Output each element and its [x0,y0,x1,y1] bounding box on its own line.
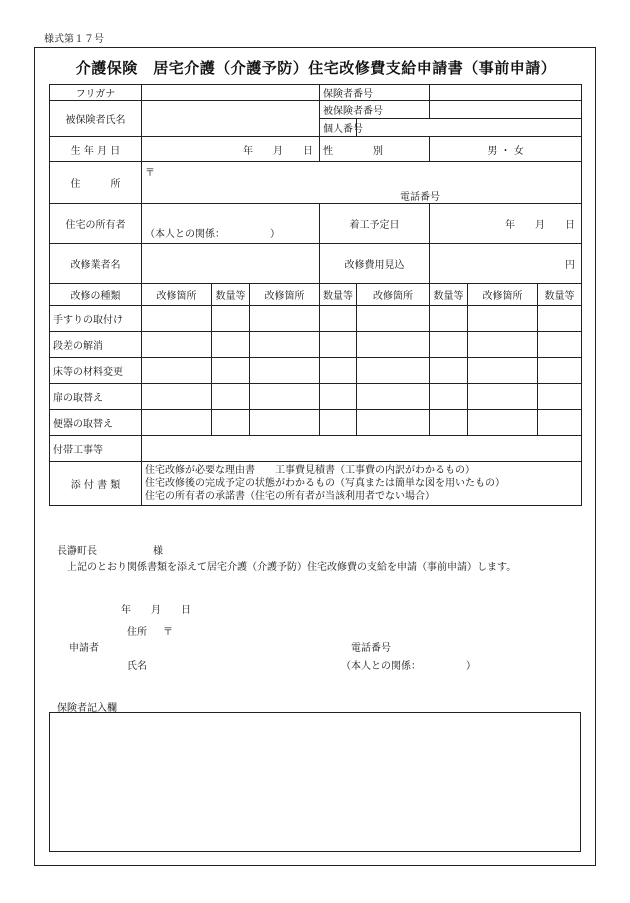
owner-field[interactable] [142,204,320,244]
insured-name-label: 被保険者氏名 [50,101,142,137]
type-header: 改修の種類 [50,284,142,306]
col-qty-2: 数量等 [320,284,357,306]
col-place-4: 改修箇所 [468,284,538,306]
type-label: 段差の解消 [50,332,142,358]
attachment-item: 住宅改修が必要な理由書 工事費見積書（工事費の内訳がわかるもの） [145,465,475,476]
honorific: 様 [153,546,163,557]
type-label: 手すりの取付け [50,306,142,332]
applicant-phone-label: 電話番号 [351,643,391,654]
form-number: 様式第１７号 [44,34,104,45]
insurer-number-boxes[interactable] [430,85,582,101]
address-field[interactable] [142,162,582,204]
sex-field[interactable]: 男 ・ 女 [430,137,582,162]
incidental-label: 付帯工事等 [50,436,142,462]
applicant-label: 申請者 [69,643,99,654]
col-qty-1: 数量等 [212,284,250,306]
sex-label: 性 別 [320,137,430,162]
type-label: 床等の材料変更 [50,358,142,384]
attachments-list [142,462,582,506]
insured-number-boxes[interactable] [430,101,582,119]
col-place-3: 改修箇所 [357,284,430,306]
owner-relation: （本人との関係： ） [145,229,280,240]
phone-label: 電話番号 [400,192,440,203]
col-qty-3: 数量等 [430,284,468,306]
application-statement: 上記のとおり関係書類を添えて居宅介護（介護予防）住宅改修費の支給を申請（事前申請）します。 [67,562,517,573]
cost-unit: 円 [565,260,576,271]
addressee: 長瀞町長 [57,546,97,557]
type-label: 扉の取替え [50,384,142,410]
personal-number-label: 個人番号 [320,119,357,137]
type-row [50,384,582,410]
form-title: 介護保険 居宅介護（介護予防）住宅改修費支給申請書（事前申請） [75,59,557,77]
application-table [49,84,582,506]
memo-label: 保険者記入欄 [57,703,117,714]
col-qty-4: 数量等 [538,284,582,306]
applicant-name-label: 氏名 [127,661,147,672]
address-label: 住 所 [50,162,142,204]
birth-date-label: 生 年 月 日 [50,137,142,162]
form-frame [34,47,596,866]
furigana-field[interactable] [142,85,320,101]
type-row [50,410,582,436]
postal-mark-bottom: 〒 [163,627,173,638]
start-date-label: 着工予定日 [320,204,430,244]
cost-label: 改修費用見込 [320,244,430,284]
type-row [50,358,582,384]
incidental-field[interactable] [142,436,582,462]
furigana-label: フリガナ [50,85,142,101]
type-label: 便器の取替え [50,410,142,436]
applicant-relation: （本人との関係： ） [341,661,476,672]
memo-box[interactable] [49,712,581,852]
postal-mark: 〒 [145,168,155,179]
personal-number-boxes[interactable] [357,119,582,137]
col-place-1: 改修箇所 [142,284,212,306]
type-row [50,332,582,358]
application-date[interactable]: 年 月 日 [121,605,191,616]
cost-field[interactable] [430,244,582,284]
insured-name-field[interactable] [142,101,320,137]
attachment-item: 住宅の所有者の承諾書（住宅の所有者が当該利用者でない場合） [145,491,435,502]
birth-date-field[interactable]: 年 月 日 [142,137,320,162]
start-date-field[interactable]: 年 月 日 [430,204,582,244]
contractor-label: 改修業者名 [50,244,142,284]
insurer-number-label: 保険者番号 [320,85,430,101]
attachments-label: 添 付 書 類 [50,462,142,506]
address-label-bottom: 住所 [127,627,147,638]
contractor-field[interactable] [142,244,320,284]
owner-label: 住宅の所有者 [50,204,142,244]
type-row [50,306,582,332]
attachment-item: 住宅改修後の完成予定の状態がわかるもの（写真または簡単な図を用いたもの） [145,478,505,489]
col-place-2: 改修箇所 [250,284,320,306]
insured-number-label: 被保険者番号 [320,101,430,119]
